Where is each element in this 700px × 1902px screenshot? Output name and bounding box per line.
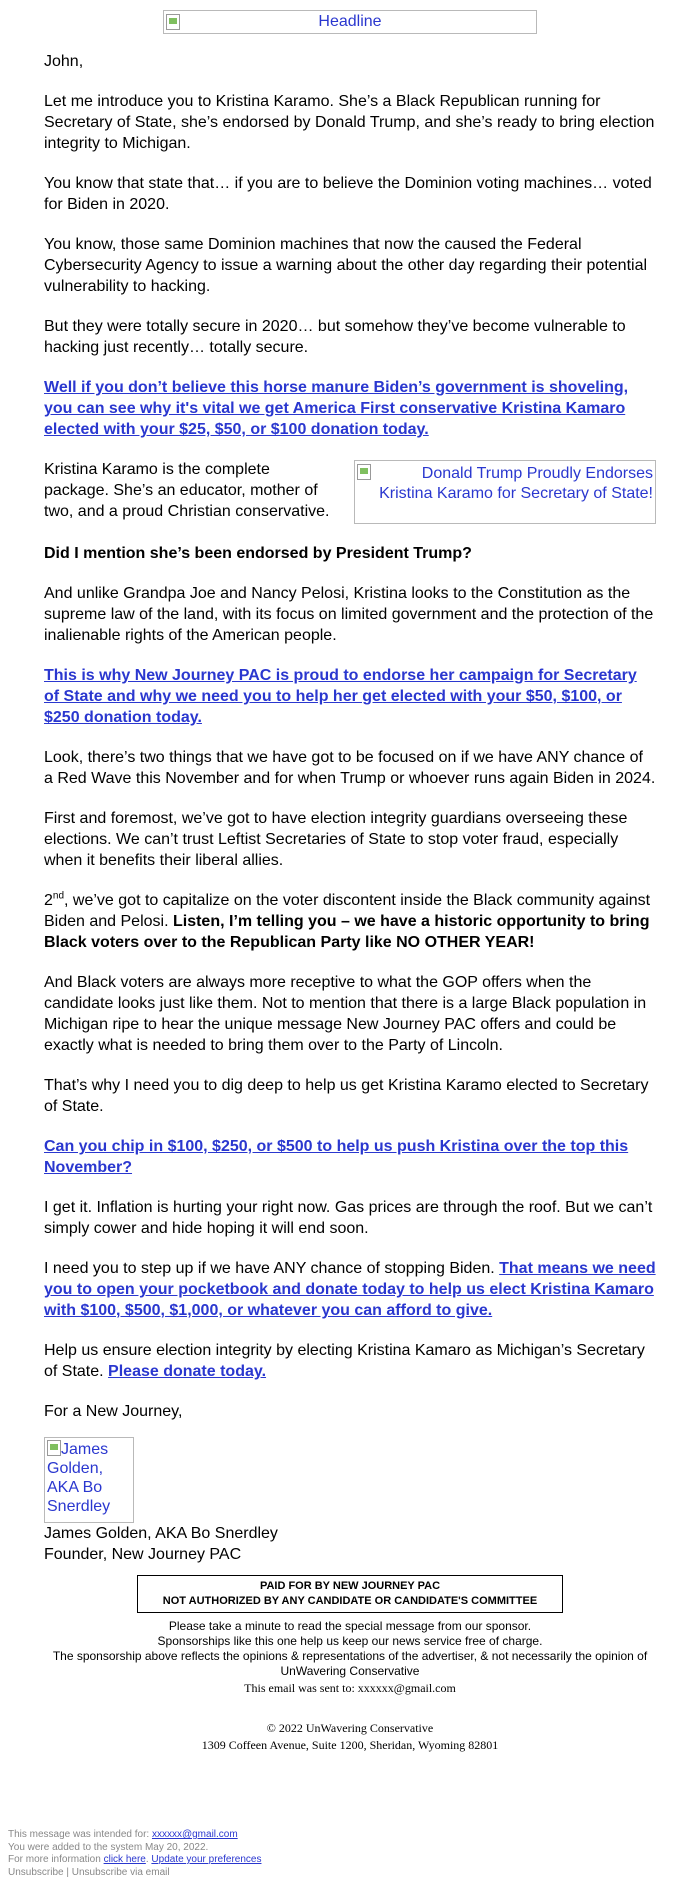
intended-email-link[interactable]: xxxxxx@gmail.com (151, 1829, 238, 1840)
donate-link-5[interactable]: Please donate today. (108, 1363, 267, 1380)
sponsor-line-3: The sponsorship above reflects the opinions & representations of the advertiser, & not necessarily the opinion of UnWavering Conservative (52, 1649, 648, 1678)
paragraph-black-voters: And Black voters are always more receptive to what the GOP offers when the candidate looks just like them. Not to mention that there is a large Black population in Michigan ripe to hear the unique message New Journey PAC offers and could be exactly what is needed to bring them over to the Party of Lincoln. (44, 974, 647, 1054)
second-number: 2 (44, 892, 53, 909)
headline-image (163, 10, 537, 34)
paragraph-intro: Let me introduce you to Kristina Karamo. She’s a Black Republican running for Secretary of State, she’s endorsed by Donald Trump, and she’s ready to bring election integrity to Michigan. (44, 93, 655, 152)
paragraph-dominion-state: You know that state that… if you are to believe the Dominion voting machines… voted for Biden in 2020. (44, 175, 652, 213)
second-suffix: nd (52, 890, 65, 902)
cta-paragraph-1 (44, 377, 656, 440)
headline-image-alt: Headline (318, 13, 382, 30)
sponsor-line-2: Sponsorships like this one help us keep our news service free of charge. (157, 1634, 543, 1648)
signer-name: James Golden, AKA Bo Snerdley (44, 1525, 278, 1542)
paragraph-dig-deep: That’s why I need you to dig deep to help us get Kristina Karamo elected to Secretary of State. (44, 1077, 649, 1115)
cta-paragraph-3 (44, 1136, 656, 1178)
paragraph-inflation: I get it. Inflation is hurting your right now. Gas prices are through the roof. But we can’t simply cower and hide hoping it will end soon. (44, 1199, 653, 1237)
cta-paragraph-2 (44, 665, 656, 728)
signature-block (44, 1523, 656, 1565)
copyright-block (44, 1720, 656, 1754)
donate-link-1[interactable]: Well if you don’t believe this horse manure Biden’s government is shoveling, you can see why it's vital we get America First conservative Kristina Kamaro elected with your $25, $50, or $100 donation today. (44, 379, 629, 438)
intended-for (8, 1829, 261, 1842)
intended-label: This message was intended for: (8, 1829, 152, 1840)
signature-image (44, 1437, 134, 1523)
copyright-line: © 2022 UnWavering Conservative (266, 1721, 434, 1735)
broken-image-icon (47, 1440, 61, 1456)
salutation: John, (44, 53, 84, 70)
broken-image-icon (357, 464, 371, 480)
disclaimer-line-2: NOT AUTHORIZED BY ANY CANDIDATE OR CANDIDATE'S COMMITTEE (162, 1595, 538, 1607)
paragraph-second (44, 890, 656, 953)
paragraph-constitution: And unlike Grandpa Joe and Nancy Pelosi, Kristina looks to the Constitution as the supreme law of the land, with its focus on limited government and the protection of the inalienable rights of the American people. (44, 585, 654, 644)
broken-image-icon (166, 14, 180, 30)
sent-to: This email was sent to: xxxxxx@gmail.com (244, 1681, 456, 1695)
update-preferences-link[interactable]: Update your preferences (151, 1854, 262, 1865)
more-info-label: For more information (8, 1854, 104, 1865)
email-body (44, 10, 656, 1754)
paragraph-ensure (44, 1340, 656, 1382)
added-date: You were added to the system May 20, 2022. (8, 1841, 209, 1853)
signature-alt: James Golden, AKA Bo Snerdley (47, 1441, 111, 1515)
unsubscribe-email-link[interactable]: Unsubscribe via email (71, 1866, 170, 1878)
signer-title: Founder, New Journey PAC (44, 1546, 242, 1563)
sponsor-line-1: Please take a minute to read the special message from our sponsor. (168, 1619, 532, 1633)
paragraph-endorsed: Did I mention she’s been endorsed by President Trump? (44, 545, 472, 562)
second-bold-text: Listen, I’m telling you – we have a historic opportunity to bring Black voters over to the Republican Party like NO OTHER YEAR! (44, 913, 650, 951)
donate-link-3[interactable]: Can you chip in $100, $250, or $500 to help us push Kristina over the top this November? (44, 1138, 629, 1176)
closing: For a New Journey, (44, 1403, 183, 1420)
donate-link-2[interactable]: This is why New Journey PAC is proud to endorse her campaign for Secretary of State and why we need you to help her get elected with your $50, $100, or $250 donation today. (44, 667, 637, 726)
second-text: , we’ve got to capitalize on the voter discontent inside the Black community against Biden and Pelosi. (44, 892, 651, 930)
unsubscribe-link[interactable]: Unsubscribe (8, 1866, 64, 1878)
paragraph-candidate-package: Kristina Karamo is the complete package. She’s an educator, mother of two, and a proud Christian conservative. (44, 461, 330, 520)
sponsor-message (44, 1619, 656, 1679)
address-line: 1309 Coffeen Avenue, Suite 1200, Sheridan, Wyoming 82801 (201, 1738, 499, 1752)
paragraph-first: First and foremost, we’ve got to have election integrity guardians overseeing these elections. We can’t trust Leftist Secretaries of State to stop voter fraud, especially when it benefits their liberal allies. (44, 810, 628, 869)
unsubscribe-separator: | (63, 1866, 72, 1878)
paragraph-secure: But they were totally secure in 2020… but somehow they’ve become vulnerable to hacking just recently… totally secure. (44, 318, 626, 356)
paragraph-dominion-machines: You know, those same Dominion machines that now the caused the Federal Cybersecurity Agency to issue a warning about the other day regarding their potential vulnerability to hacking. (44, 236, 648, 295)
donate-link-4[interactable]: That means we need you to open your pocketbook and donate today to help us elect Kristina Kamaro with $100, $500, $1,000, or whatever you can afford to give. (44, 1260, 656, 1319)
ensure-text: Help us ensure election integrity by electing Kristina Kamaro as Michigan’s Secretary of State. (44, 1342, 645, 1380)
letter-content (44, 51, 656, 1565)
paid-for-disclaimer (137, 1575, 563, 1613)
more-info: For more information click here. Update your preferences (8, 1854, 262, 1865)
unsubscribe-row (8, 1867, 261, 1880)
trump-endorsement-alt: Donald Trump Proudly Endorses Kristina Karamo for Secretary of State! (379, 465, 653, 502)
paragraph-two-things: Look, there’s two things that we have got to be focused on if we have ANY chance of a Red Wave this November and for when Trump or whoever runs again Biden in 2024. (44, 749, 656, 787)
click-here-link[interactable]: click here (103, 1854, 146, 1865)
candidate-section (44, 459, 656, 524)
paragraph-step-up (44, 1258, 656, 1321)
step-up-text: I need you to step up if we have ANY chance of stopping Biden. (44, 1260, 500, 1277)
disclaimer-line-1: PAID FOR BY NEW JOURNEY PAC (259, 1580, 441, 1592)
email-footer (8, 1829, 261, 1879)
trump-endorsement-image (354, 460, 656, 524)
